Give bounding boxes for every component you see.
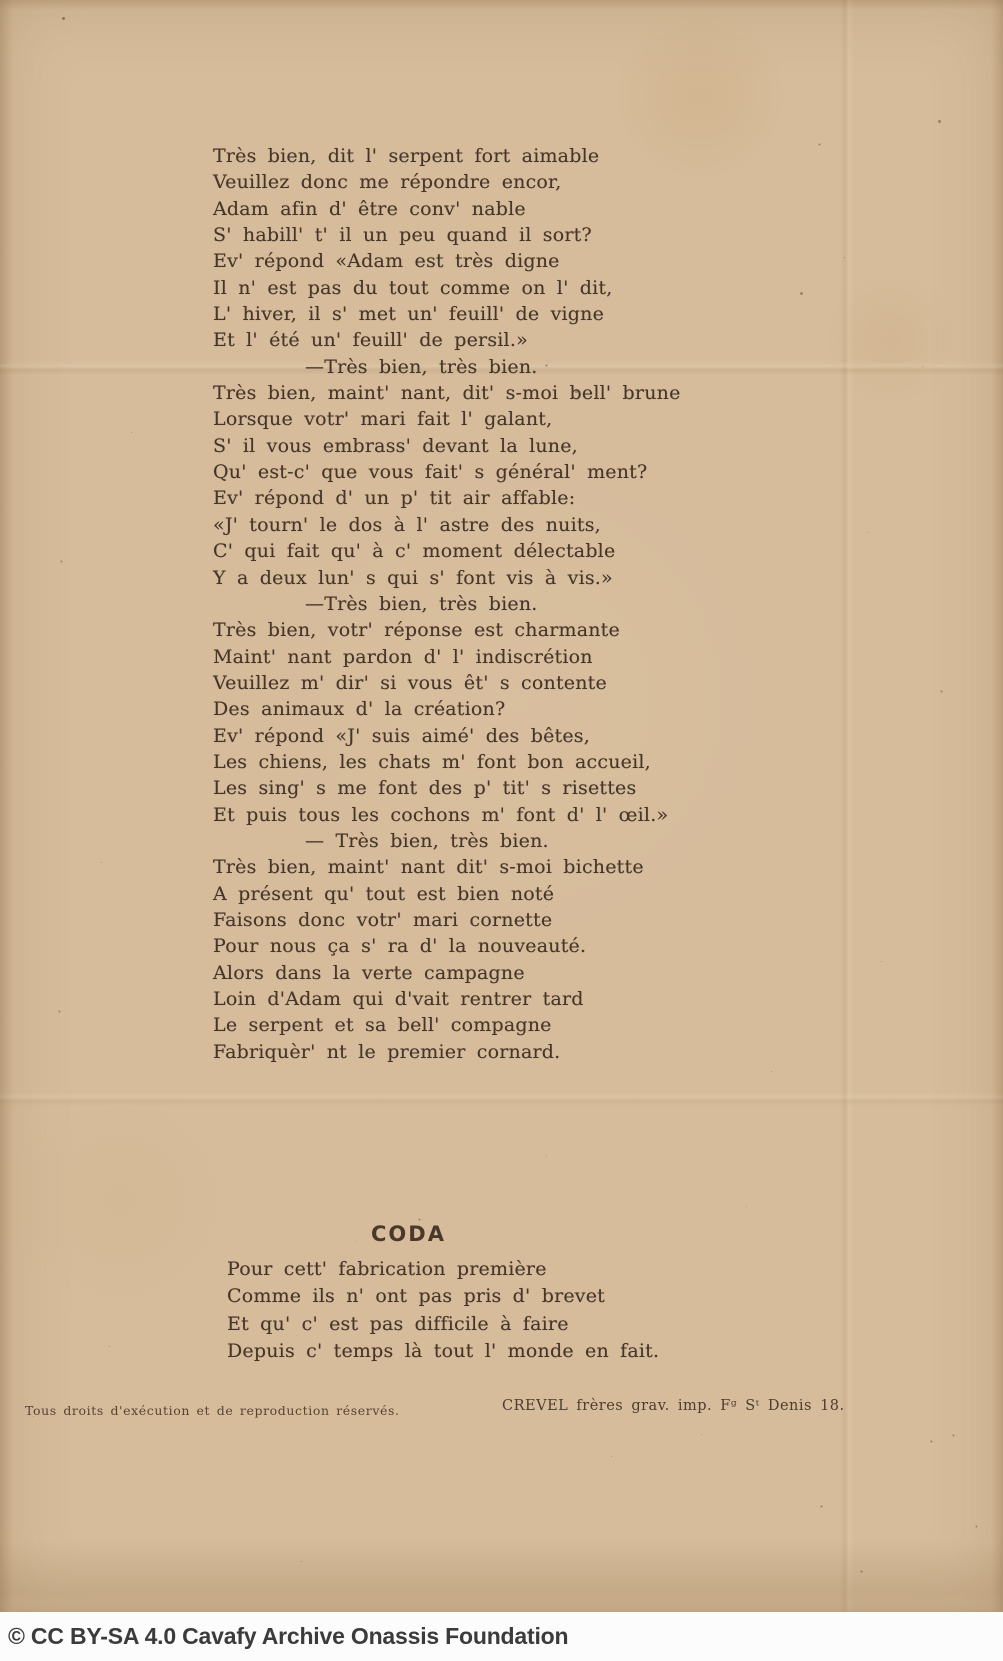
poem-line: S' il vous embrass' devant la lune, (213, 434, 578, 457)
poem-line: Le serpent et sa bell' compagne (213, 1014, 552, 1037)
coda-line: Pour cett' fabrication première (227, 1258, 547, 1280)
poem-line: Adam afin d' être conv' nable (213, 197, 526, 220)
poem-line: Très bien, maint' nant, dit' s-moi bell' brune (213, 382, 681, 405)
printer-credit: CREVEL frères grav. imp. Fᵍ Sᵗ Denis 18. (502, 1398, 845, 1414)
poem-line: Veuillez m' dir' si vous êt' s contente (213, 671, 607, 694)
poem-line: Maint' nant pardon d' l' indiscrétion (213, 645, 593, 668)
rights-notice: Tous droits d'exécution et de reproduction réservés. (25, 1403, 400, 1418)
foxing-speckles (0, 0, 3, 3)
poem-line: Ev' répond «J' suis aimé' des bêtes, (213, 724, 590, 747)
poem-line: Il n' est pas du tout comme on l' dit, (213, 276, 613, 299)
poem-line: Des animaux d' la création? (213, 698, 506, 721)
poem-line: Très bien, maint' nant dit' s-moi bichette (213, 856, 644, 879)
poem-line: Les chiens, les chats m' font bon accueil, (213, 750, 651, 773)
poem-line: —Très bien, très bien. (305, 355, 538, 378)
coda-heading: CODA (371, 1222, 446, 1246)
poem-line: L' hiver, il s' met un' feuill' de vigne (213, 303, 605, 326)
coda-line: Et qu' c' est pas difficile à faire (227, 1312, 569, 1335)
poem-line: S' habill' t' il un peu quand il sort? (213, 224, 592, 247)
poem-line: Ev' répond «Adam est très digne (213, 250, 560, 273)
poem-line: «J' tourn' le dos à l' astre des nuits, (213, 513, 601, 536)
coda-text-block (227, 1256, 747, 1365)
poem-line: Faisons donc votr' mari cornette (213, 908, 553, 931)
poem-line: — Très bien, très bien. (305, 829, 549, 852)
attribution-bar (0, 1612, 1003, 1661)
poem-line: Qu' est-c' que vous fait' s général' ment? (213, 461, 648, 484)
poem-line: Et l' été un' feuill' de persil.» (213, 329, 528, 352)
poem-text-block (213, 143, 773, 1065)
poem-line: —Très bien, très bien. (305, 592, 538, 615)
poem-line: Lorsque votr' mari fait l' galant, (213, 408, 553, 431)
coda-line: Comme ils n' ont pas pris d' brevet (227, 1285, 606, 1308)
poem-line: Très bien, dit l' serpent fort aimable (213, 145, 600, 167)
poem-line: C' qui fait qu' à c' moment délectable (213, 540, 616, 563)
poem-line: Y a deux lun' s qui s' font vis à vis.» (213, 566, 613, 589)
poem-line: Ev' répond d' un p' tit air affable: (213, 487, 576, 510)
poem-line: Loin d'Adam qui d'vait rentrer tard (213, 988, 584, 1010)
poem-line: Très bien, votr' réponse est charmante (213, 619, 620, 642)
coda-line: Depuis c' temps là tout l' monde en fait. (227, 1339, 660, 1362)
poem-line: Veuillez donc me répondre encor, (213, 171, 562, 194)
poem-line: Et puis tous les cochons m' font d' l' œil.» (213, 803, 669, 826)
poem-line: A présent qu' tout est bien noté (213, 882, 555, 905)
license-text: © CC BY-SA 4.0 Cavafy Archive Onassis Foundation (8, 1623, 569, 1649)
poem-line: Alors dans la verte campagne (213, 961, 525, 984)
poem-line: Les sing' s me font des p' tit' s risettes (213, 777, 637, 800)
poem-line: Pour nous ça s' ra d' la nouveauté. (213, 935, 587, 958)
poem-line: Fabriquèr' nt le premier cornard. (213, 1040, 561, 1063)
